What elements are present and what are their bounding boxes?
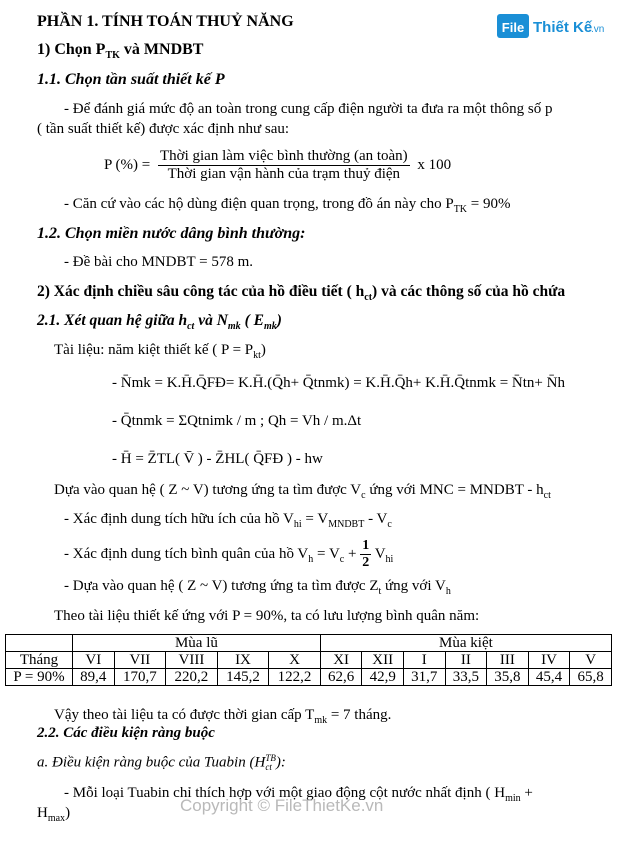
paragraph-p4: Dựa vào quan hệ ( Z ~ V) tương ứng ta tìm được $V_c$ ứng với MNC = MNDBT - $h_{ct}$ [54, 482, 551, 501]
row-header: Tháng [6, 652, 73, 669]
value-cell: 45,4 [528, 669, 570, 686]
month-cell: XI [320, 652, 362, 669]
paragraph-p10-line2: $H_{max}$) [37, 805, 71, 824]
logo-domain: .vn [591, 24, 605, 35]
data-source-line: Tài liệu: năm kiệt thiết kế ( $P = P_{kt}$) [54, 342, 266, 361]
value-cell: 170,7 [114, 669, 166, 686]
month-cell: V [570, 652, 612, 669]
value-cell: 220,2 [166, 669, 218, 686]
paragraph-p6: - Xác định dung tích bình quân của hồ $V_h = V_c$ + $\frac{1}{2}$ $V_{hi}$ [64, 538, 394, 570]
group-flood-season: Mùa lũ [73, 635, 321, 652]
section22-title: 2.2. Các điều kiện ràng buộc [37, 725, 215, 741]
month-cell: IV [528, 652, 570, 669]
paragraph-p5: - Xác định dung tích hữu ích của hồ $V_{hi} = V_{MNDBT} - V_c$ [64, 511, 392, 530]
brand-logo [497, 12, 612, 40]
section1-title: 1) Chọn $P_{TK}$ và MNDBT [37, 41, 204, 62]
paragraph-p1-line1: - Để đánh giá mức độ an toàn trong cung cấp điện người ta đưa ra một thông số p [64, 101, 553, 117]
value-cell: 65,8 [570, 669, 612, 686]
section12-title: 1.2. Chọn miền nước dâng bình thường: [37, 225, 306, 242]
flow-table [5, 634, 612, 686]
section2-title: 2) Xác định chiều sâu công tác của hồ điều tiết ( $h_{ct}$) và các thông số của hồ chứa [37, 283, 566, 304]
paragraph-p7: - Dựa vào quan hệ ( Z ~ V) tương ứng ta tìm được $Z_t$ ứng với $V_h$ [64, 578, 451, 597]
section11-title: 1.1. Chọn tần suất thiết kế P [37, 71, 225, 88]
table-month-row [6, 652, 612, 669]
value-cell: 42,9 [362, 669, 404, 686]
logo-brand: Thiết Kế [533, 19, 593, 36]
value-cell: 31,7 [403, 669, 445, 686]
month-cell: III [487, 652, 529, 669]
half-fraction: $\frac{1}{2}$ [362, 538, 370, 570]
value-cell: 33,5 [445, 669, 487, 686]
equation-nmk: - N̄mk = K.H̄.Q̄FĐ= K.H̄.(Q̄h+ Q̄tnmk) = K.H̄.Q̄h+ K.H̄.Q̄tnmk = N̄tn+ N̄h [112, 375, 565, 391]
month-cell: X [269, 652, 321, 669]
table-value-row [6, 669, 612, 686]
section22a-title: a. Điều kiện ràng buộc của Tuabin (H TB ct ): [37, 753, 286, 772]
equation-qtn: - Q̄tnmk = ΣQtnimk / m ; Qh = Vh / m.Δt [112, 413, 362, 429]
row-label: P = 90% [6, 669, 73, 686]
section21-title: 2.1. Xét quan hệ giữa $h_{ct}$ và $N_{mk}$ ( $E_{mk}$) [37, 312, 282, 333]
value-cell: 62,6 [320, 669, 362, 686]
month-cell: VII [114, 652, 166, 669]
month-cell: I [403, 652, 445, 669]
month-cell: VI [73, 652, 115, 669]
month-cell: VIII [166, 652, 218, 669]
copyright-watermark: Copyright © FileThietKe.vn [180, 796, 384, 815]
value-cell: 122,2 [269, 669, 321, 686]
value-cell: 89,4 [73, 669, 115, 686]
paragraph-p1-line2: ( tần suất thiết kế) được xác định như sau: [37, 121, 290, 137]
value-cell: 145,2 [217, 669, 269, 686]
group-dry-season: Mùa kiệt [320, 635, 611, 652]
paragraph-p9: Vậy theo tài liệu ta có được thời gian cấp $T_{mk} = 7$ tháng. [54, 707, 392, 726]
main-heading: PHẦN 1. TÍNH TOÁN THUỶ NĂNG [37, 13, 294, 30]
month-cell: II [445, 652, 487, 669]
month-cell: IX [217, 652, 269, 669]
logo-graphic [497, 12, 612, 40]
paragraph-p2: - Căn cứ vào các hộ dùng điện quan trọng, trong đồ án này cho $P_{TK} = 90\%$ [64, 196, 511, 215]
paragraph-p8: Theo tài liệu thiết kế ứng với P = 90%, ta có lưu lượng bình quân năm: [54, 608, 480, 624]
paragraph-p3: - Đề bài cho MNDBT = 578 m. [64, 254, 253, 270]
formula-fraction: $\frac{\text{Thời gian làm việc bình thường (an toàn)}}{\text{Thời gian vận hành của trạm thuỷ điện}}$ [159, 148, 408, 182]
equation-h: - H̄ = Z̄TL( V̄ ) - Z̄HL( Q̄FĐ ) - hw [112, 451, 323, 467]
table-group-row [6, 635, 612, 652]
paragraph-p10-line1: - Mỗi loại Tuabin chỉ thích hợp với một giao động cột nước nhất định ( $H_{min}$ + [64, 785, 533, 804]
table-corner-cell [6, 635, 73, 652]
formula-p: P (%) = $\frac{\text{Thời gian làm việc bình thường (an toàn)}}{\text{Thời gian vận hành của trạm thuỷ điện}}$ x 100 [104, 148, 452, 182]
logo-box-label: File [501, 20, 525, 35]
value-cell: 35,8 [487, 669, 529, 686]
month-cell: XII [362, 652, 404, 669]
